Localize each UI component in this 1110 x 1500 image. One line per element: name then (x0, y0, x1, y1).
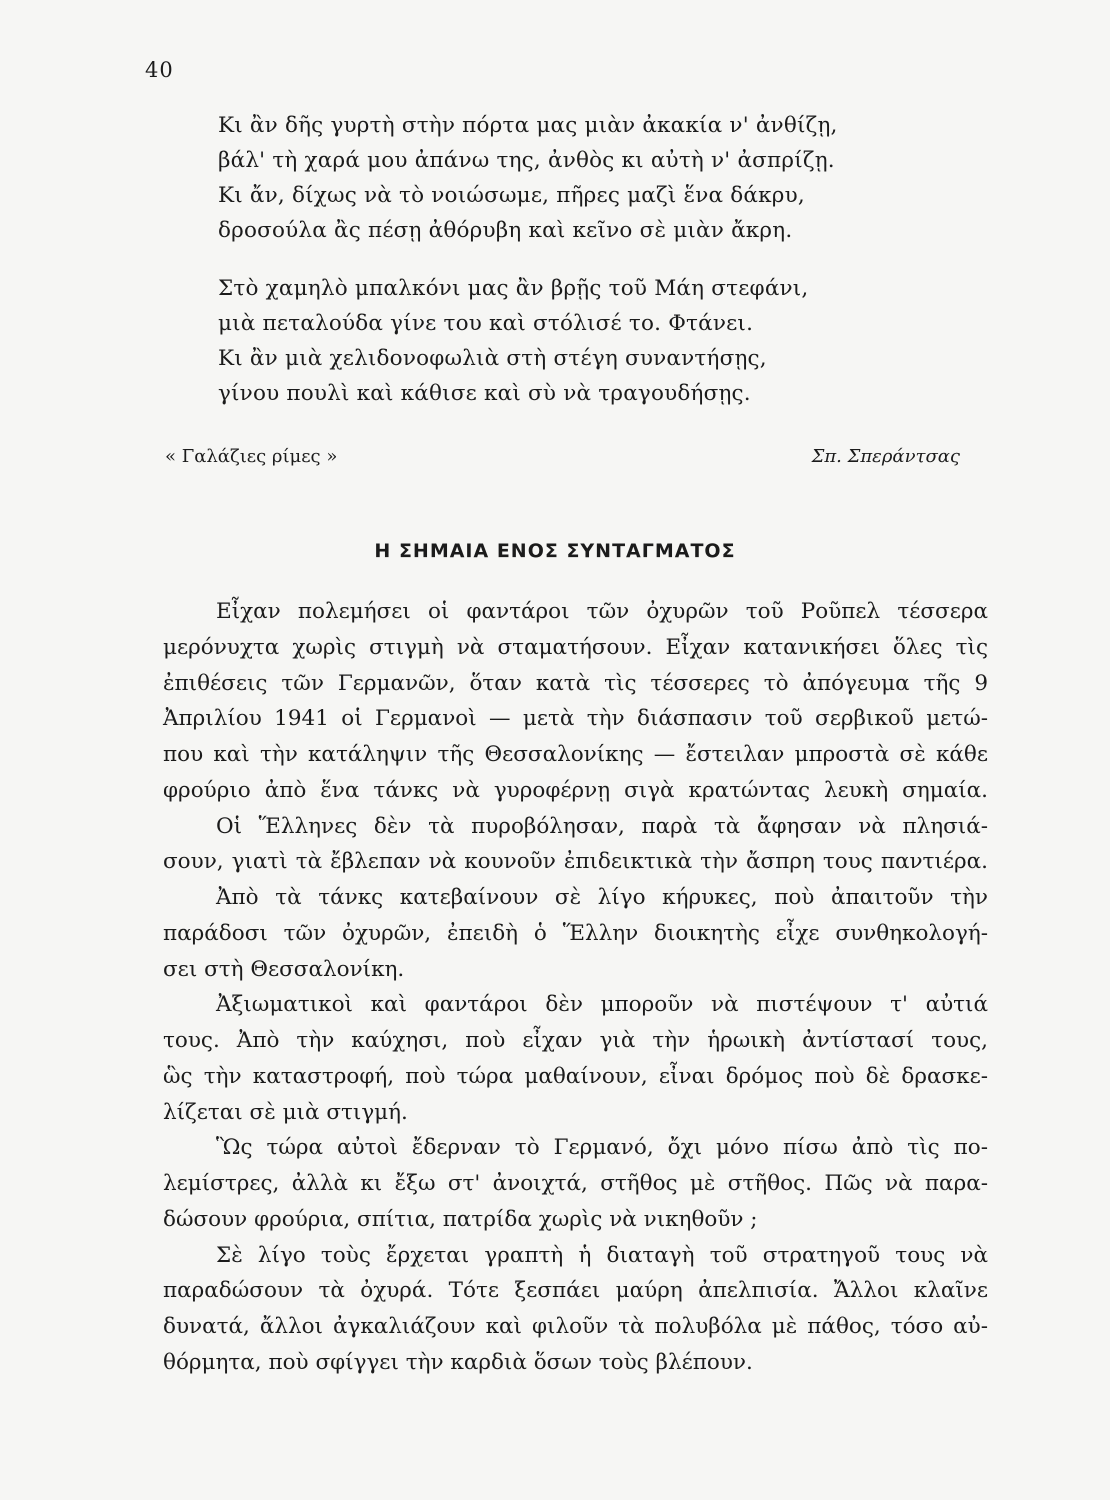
article-line: παραδώσουν τὰ ὀχυρά. Τότε ξεσπάει μαύρη ἀπελπισία. Ἄλλοι κλαῖνε (163, 1278, 988, 1304)
poem-line: δροσούλα ἂς πέσῃ ἀθόρυβη καὶ κεῖνο σὲ μιὰν ἄκρη. (218, 218, 793, 243)
article-body (163, 594, 988, 1381)
poem-stanza-2 (218, 271, 998, 411)
article-line: λίζεται σὲ μιὰ στιγμή. (163, 1099, 408, 1125)
poem-line: Κι ἂν δῆς γυρτὴ στὴν πόρτα μας μιὰν ἀκακία ν' ἀνθίζῃ, (218, 113, 838, 138)
article-line: που καὶ τὴν κατάληψιν τῆς Θεσσαλονίκης — ἔστειλαν μπροστὰ σὲ κάθε (163, 742, 988, 767)
poem (218, 108, 998, 411)
poem-source: « Γαλάζιες ρίμες » (165, 446, 338, 467)
article-line: σει στὴ Θεσσαλονίκη. (163, 956, 405, 982)
article-line: δυνατά, ἄλλοι ἀγκαλιάζουν καὶ φιλοῦν τὰ πολυβόλα μὲ πάθος, τόσο αὐ- (163, 1314, 988, 1339)
article-line: ἐπιθέσεις τῶν Γερμανῶν, ὅταν κατὰ τὶς τέσσερες τὸ ἀπόγευμα τῆς 9 (163, 670, 988, 696)
poem-line: γίνου πουλὶ καὶ κάθισε καὶ σὺ νὰ τραγουδήσῃς. (218, 381, 751, 406)
article-line: δώσουν φρούρια, σπίτια, πατρίδα χωρὶς νὰ νικηθοῦν ; (163, 1206, 758, 1232)
article-line: Σὲ λίγο τοὺς ἔρχεται γραπτὴ ἡ διαταγὴ τοῦ στρατηγοῦ τους νὰ (216, 1242, 988, 1268)
article-line: Ἀπριλίου 1941 οἱ Γερμανοὶ — μετὰ τὴν διάσπασιν τοῦ σερβικοῦ μετώ- (163, 706, 988, 732)
article-line: σουν, γιατὶ τὰ ἔβλεπαν νὰ κουνοῦν ἐπιδεικτικὰ τὴν ἄσπρη τους παντιέρα. (163, 849, 988, 875)
poem-author: Σπ. Σπεράντσας (811, 446, 960, 467)
poem-line: Κι ἂν μιὰ χελιδονοφωλιὰ στὴ στέγη συναντήσῃς, (218, 346, 767, 371)
poem-attribution (165, 446, 960, 476)
article-line: θόρμητα, ποὺ σφίγγει τὴν καρδιὰ ὅσων τοὺς βλέπουν. (163, 1349, 753, 1375)
page-number: 40 (145, 58, 174, 82)
poem-line: Στὸ χαμηλὸ μπαλκόνι μας ἂν βρῇς τοῦ Μάη στεφάνι, (218, 276, 809, 301)
article-line: τους. Ἀπὸ τὴν καύχησι, ποὺ εἶχαν γιὰ τὴν ἡρωικὴ ἀντίστασί τους, (163, 1028, 988, 1053)
article-line: λεμίστρες, ἀλλὰ κι ἔξω στ' ἀνοιχτά, στῆθος μὲ στῆθος. Πῶς νὰ παρα- (163, 1171, 988, 1196)
article-line: Εἶχαν πολεμήσει οἱ φαντάροι τῶν ὀχυρῶν τοῦ Ροῦπελ τέσσερα (216, 599, 988, 624)
article-title: Η ΣΗΜΑΙΑ ΕΝΟΣ ΣΥΝΤΑΓΜΑΤΟΣ (374, 540, 736, 562)
article-line: Ἀξιωματικοὶ καὶ φαντάροι δὲν μποροῦν νὰ πιστέψουν τ' αὐτιά (216, 992, 988, 1018)
article-line: Οἱ Ἕλληνες δὲν τὰ πυροβόλησαν, παρὰ τὰ ἄφησαν νὰ πλησιά- (216, 813, 988, 839)
article-line: φρούριο ἀπὸ ἕνα τάνκς νὰ γυροφέρνῃ σιγὰ κρατώντας λευκὴ σημαία. (163, 777, 988, 803)
article-line: μερόνυχτα χωρὶς στιγμὴ νὰ σταματήσουν. Εἶχαν κατανικήσει ὅλες τὶς (163, 634, 988, 660)
article-line: παράδοσι τῶν ὀχυρῶν, ἐπειδὴ ὁ Ἕλλην διοικητὴς εἶχε συνθηκολογή- (163, 920, 988, 946)
poem-line: μιὰ πεταλούδα γίνε του καὶ στόλισέ το. Φτάνει. (218, 311, 754, 336)
poem-stanza-1 (218, 108, 998, 248)
article-line: ὣς τὴν καταστροφή, ποὺ τώρα μαθαίνουν, εἶναι δρόμος ποὺ δὲ δρασκε- (163, 1063, 988, 1089)
poem-line: βάλ' τὴ χαρά μου ἀπάνω της, ἀνθὸς κι αὐτὴ ν' ἀσπρίζῃ. (218, 148, 835, 173)
poem-line: Κι ἄν, δίχως νὰ τὸ νοιώσωμε, πῆρες μαζὶ ἕνα δάκρυ, (218, 183, 805, 208)
article-line: Ἀπὸ τὰ τάνκς κατεβαίνουν σὲ λίγο κήρυκες, ποὺ ἀπαιτοῦν τὴν (216, 885, 988, 910)
article-line: Ὣς τώρα αὐτοὶ ἔδερναν τὸ Γερμανό, ὄχι μόνο πίσω ἀπὸ τὶς πο- (216, 1135, 988, 1161)
